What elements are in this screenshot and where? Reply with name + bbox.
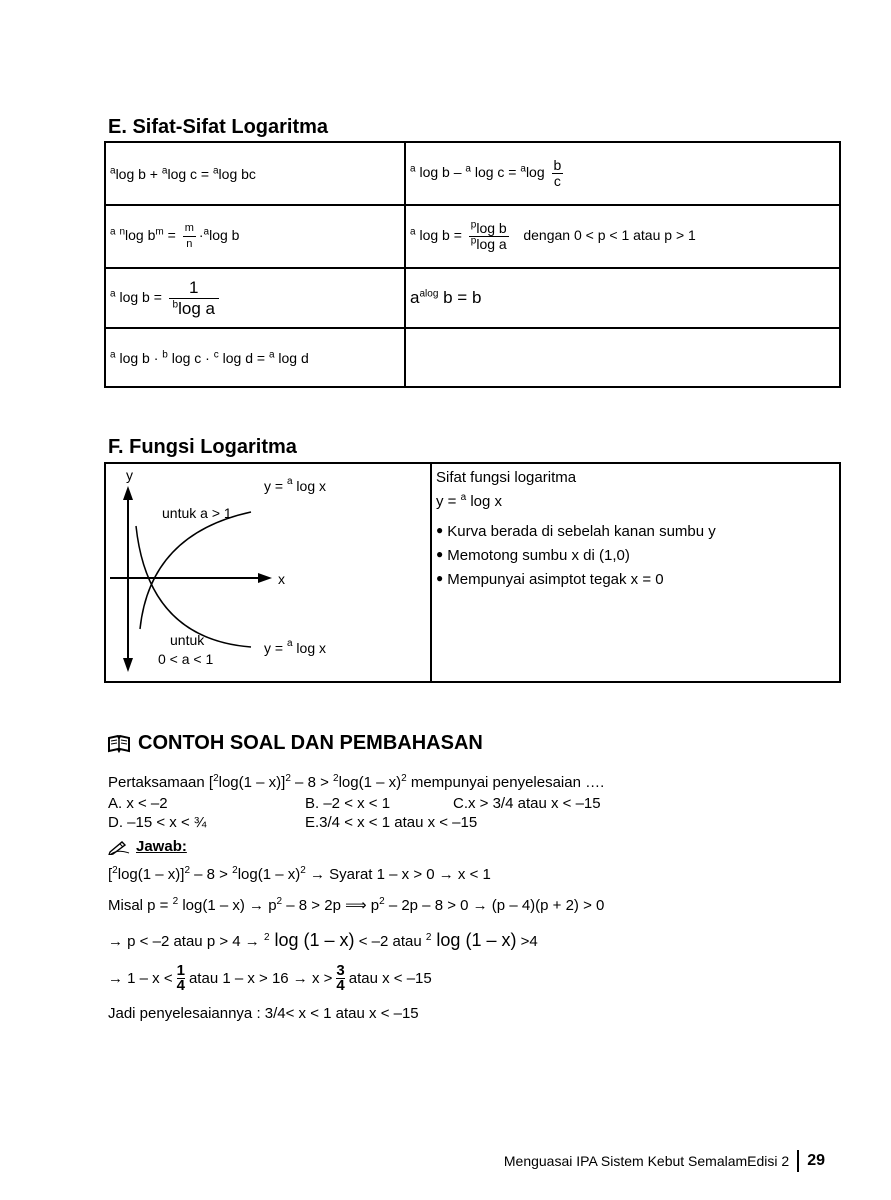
bottom-condition-2: 0 < a < 1: [158, 651, 214, 667]
prop-inverse: $a^{alog}$ b = b: [405, 268, 840, 328]
logarithm-properties-table: [104, 141, 841, 388]
fraction-one-quarter: $\frac{1}{4}$: [176, 962, 185, 994]
solution-line-1: [$^2$log(1 – x)]$^2$ – 8 > $^2$log(1 – x)$^2$ → Syarat 1 – x > 0 → x < 1: [108, 865, 491, 883]
top-condition: untuk a > 1: [162, 505, 232, 521]
prop-power-rule: $^a$ $^n$log $b^m$ = $\frac{m}{n}$ ·$^a$log b: [105, 205, 405, 268]
option-a: A. x < –2: [108, 795, 168, 812]
property-item: ● Memotong sumbu x di (1,0): [436, 547, 630, 564]
fraction-m-over-n: $\frac{m}{n}$: [184, 222, 194, 250]
prop-reciprocal: $^a$ log b = $\frac{1}{^b\log a}$: [105, 268, 405, 328]
question-text: Pertaksamaan [$^2$log(1 – x)]$^2$ – 8 > $^2$log(1 – x)$^2$ mempunyai penyelesaian ….: [108, 773, 605, 791]
fraction-reciprocal: $\frac{1}{^b\log a}$: [169, 278, 219, 319]
box-divider: [430, 462, 432, 683]
footer-separator: [797, 1150, 799, 1172]
fraction-change-base: $\frac{^p\log b}{^p\log a}$: [470, 219, 507, 252]
pencil-write-icon: [108, 839, 130, 855]
example-heading: CONTOH SOAL DAN PEMBAHASAN: [108, 732, 483, 755]
solution-line-4: → 1 – x < $\frac{1}{4}$ atau 1 – x > 16 → x > $\frac{3}{4}$ atau x < –15: [108, 962, 432, 994]
y-axis-label: y: [126, 467, 133, 483]
page-number: 29: [807, 1152, 825, 1169]
option-e: E.3/4 < x < 1 atau x < –15: [305, 814, 478, 831]
page-footer: [504, 1150, 825, 1172]
log-function-properties: [436, 466, 716, 592]
option-b: B. –2 < x < 1: [305, 795, 391, 812]
bottom-condition-1: untuk: [170, 632, 205, 648]
curve-a-greater-1: [140, 512, 251, 629]
x-axis-label: x: [278, 571, 285, 587]
section-f-title: F. Fungsi Logaritma: [108, 436, 297, 458]
book-title: Menguasai IPA Sistem Kebut SemalamEdisi 2: [503, 1153, 790, 1169]
top-equation: y = $^a$ log x: [264, 476, 326, 494]
book-icon: [108, 735, 130, 753]
solution-line-3: → p < –2 atau p > 4 → $^2$ log (1 – x) < –2 atau $^2$ log (1 – x) >4: [108, 930, 538, 950]
properties-heading: Sifat fungsi logaritma: [436, 469, 577, 486]
property-item: ● Kurva berada di sebelah kanan sumbu y: [436, 523, 716, 540]
section-e-title: E. Sifat-Sifat Logaritma: [108, 116, 329, 138]
fraction-three-quarters: $\frac{3}{4}$: [336, 962, 345, 994]
option-d: D. –15 < x < ¾: [108, 814, 207, 831]
curve-a-between-0-1: [136, 526, 251, 647]
fraction-b-over-c: $\frac{b}{c}$: [553, 157, 562, 189]
empty-cell: [405, 328, 840, 387]
solution-line-2: Misal p = $^2$ $\log(1 - x) \to p^2 - 8 > 2p$ ⟹ $p^2 - 2p - 8 > 0 \to (p - 4)(p + 2) > 0$: [108, 896, 605, 914]
prop-change-of-base: $^a$ log b = $\frac{^p\log b}{^p\log a}$ dengan 0 < p < 1 atau p > 1: [405, 205, 840, 268]
bullet-icon: ●: [436, 571, 444, 585]
properties-equation: y = $^a$ log x: [436, 492, 503, 510]
property-item: ● Mempunyai asimptot tegak x = 0: [436, 571, 664, 588]
jawab-label: Jawab:: [108, 838, 187, 855]
bullet-icon: ●: [436, 523, 444, 537]
x-axis-arrow-icon: [258, 573, 272, 583]
prop-difference-rule: $^a$ log b – $^a$ log c = $^a$log $\frac{b}{c}$: [405, 142, 840, 205]
prop-sum-rule: $^a$log b + $^a$log c = $^a$log bc: [105, 142, 405, 205]
prop-chain-rule: $^a$ log b · $^b$ log c · $^c$ log d = $^a$ log d: [105, 328, 405, 387]
option-c: C.x > 3/4 atau x < –15: [453, 795, 601, 812]
log-function-graph: [106, 464, 430, 681]
conclusion: Jadi penyelesaiannya : 3/4< x < 1 atau x < –15: [108, 1005, 419, 1022]
bottom-equation: y = $^a$ log x: [264, 638, 326, 656]
y-axis-arrow-up-icon: [123, 486, 133, 500]
bullet-icon: ●: [436, 547, 444, 561]
y-axis-arrow-down-icon: [123, 658, 133, 672]
